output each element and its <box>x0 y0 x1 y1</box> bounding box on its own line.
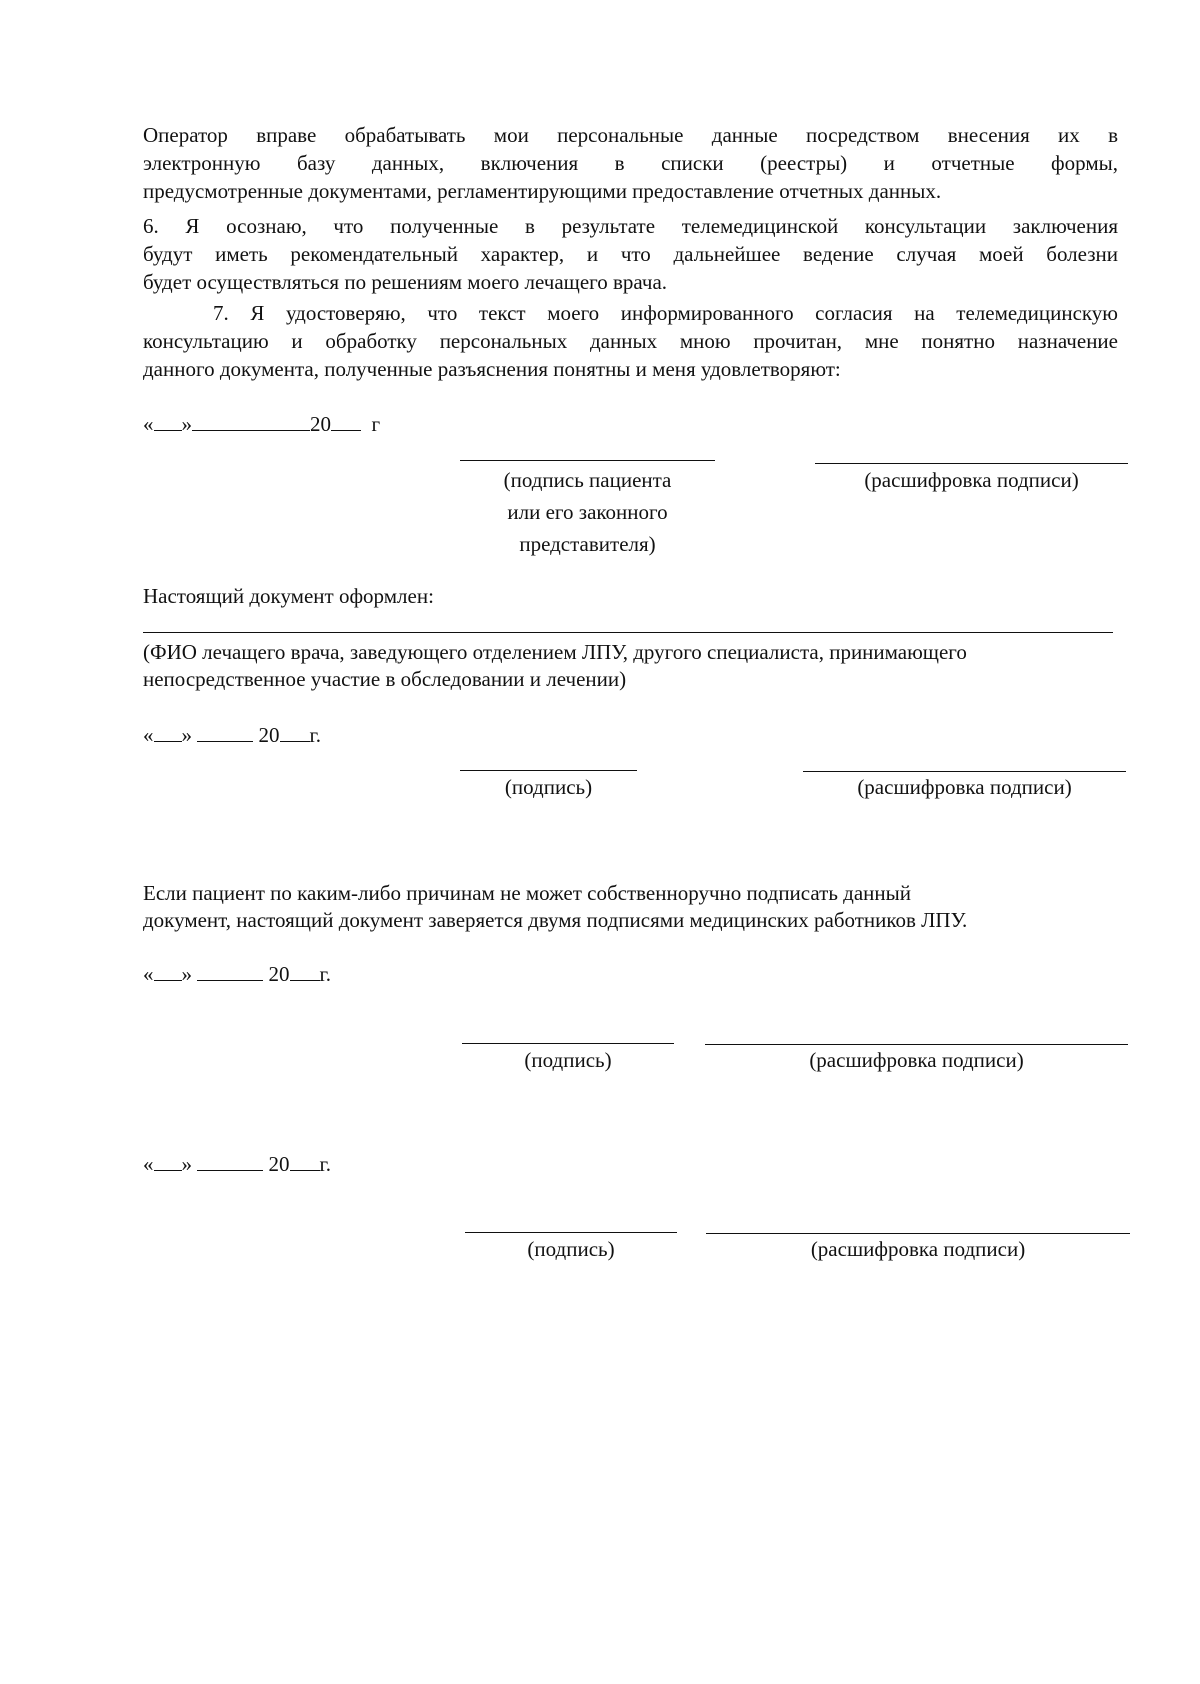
date-field-worker-2[interactable] <box>143 1150 331 1178</box>
paragraph-line: 6. Я осознаю, что полученные в результате телемедицинской консультации заключения <box>143 214 1118 238</box>
open-quote: « <box>143 962 154 986</box>
year-prefix: 20 <box>268 962 290 986</box>
year-prefix: 20 <box>268 1152 290 1176</box>
doctor-name-line[interactable] <box>143 632 1113 633</box>
clause-7-paragraph <box>143 299 1118 383</box>
worker-1-signature-caption: (подпись) <box>524 1048 612 1072</box>
doctor-signature-caption: (подпись) <box>504 775 593 799</box>
year-suffix: г <box>371 412 381 436</box>
caption-line: представителя) <box>519 532 656 556</box>
worker-1-decode-caption: (расшифровка подписи) <box>809 1048 1024 1072</box>
paragraph-line: предусмотренные документами, регламентирующими предоставление отчетных данных. <box>143 179 942 203</box>
note-line-2: документ, настоящий документ заверяется двумя подписями медицинских работников ЛПУ. <box>143 908 968 932</box>
close-quote: » <box>181 962 192 986</box>
worker-2-signature-caption: (подпись) <box>527 1237 615 1261</box>
date-field-doctor[interactable] <box>143 721 321 749</box>
year-blank[interactable] <box>280 721 310 742</box>
patient-signature-line[interactable] <box>460 460 715 461</box>
year-blank[interactable] <box>290 960 320 981</box>
year-blank[interactable] <box>331 410 361 431</box>
date-field-patient[interactable] <box>143 410 380 438</box>
year-prefix: 20 <box>310 412 331 436</box>
paragraph-line: данного документа, полученные разъяснения понятны и меня удовлетворяют: <box>143 357 841 381</box>
month-blank[interactable] <box>197 960 263 981</box>
paragraph-line: будут иметь рекомендательный характер, и что дальнейшее ведение случая моей болезни <box>143 242 1118 266</box>
prepared-label: Настоящий документ оформлен: <box>143 584 434 608</box>
worker-2-decode-caption: (расшифровка подписи) <box>810 1237 1026 1261</box>
day-blank[interactable] <box>154 721 182 742</box>
caption-line: (подпись пациента <box>503 468 672 492</box>
year-suffix: г. <box>309 723 321 747</box>
month-blank[interactable] <box>192 410 310 431</box>
open-quote: « <box>143 412 154 436</box>
doctor-name-caption-l2: непосредственное участие в обследовании и лечении) <box>143 667 627 691</box>
year-prefix: 20 <box>258 723 280 747</box>
operator-paragraph <box>143 121 1118 205</box>
paragraph-line: 7. Я удостоверяю, что текст моего информированного согласия на телемедицинскую <box>213 301 1118 325</box>
paragraph-line: электронную базу данных, включения в списки (реестры) и отчетные формы, <box>143 151 1118 175</box>
doctor-decode-caption: (расшифровка подписи) <box>857 775 1072 799</box>
caption-line: или его законного <box>507 500 668 524</box>
close-quote: » <box>181 1152 192 1176</box>
note-line-1: Если пациент по каким-либо причинам не может собственноручно подписать данный <box>143 881 911 905</box>
year-blank[interactable] <box>290 1150 320 1171</box>
year-suffix: г. <box>319 1152 331 1176</box>
date-field-worker-1[interactable] <box>143 960 331 988</box>
paragraph-line: консультацию и обработку персональных данных мною прочитан, мне понятно назначение <box>143 329 1118 353</box>
patient-signature-caption <box>460 464 715 560</box>
close-quote: » <box>181 412 192 436</box>
day-blank[interactable] <box>154 960 182 981</box>
month-blank[interactable] <box>197 721 253 742</box>
clause-6-paragraph <box>143 212 1118 296</box>
paragraph-line: будет осуществляться по решениям моего лечащего врача. <box>143 270 668 294</box>
close-quote: » <box>181 723 192 747</box>
patient-decode-caption: (расшифровка подписи) <box>864 468 1079 492</box>
doctor-name-caption-l1: (ФИО лечащего врача, заведующего отделением ЛПУ, другого специалиста, принимающего <box>143 640 967 664</box>
month-blank[interactable] <box>197 1150 263 1171</box>
day-blank[interactable] <box>154 410 182 431</box>
open-quote: « <box>143 723 154 747</box>
paragraph-line: Оператор вправе обрабатывать мои персональные данные посредством внесения их в <box>143 123 1118 147</box>
year-suffix: г. <box>319 962 331 986</box>
open-quote: « <box>143 1152 154 1176</box>
day-blank[interactable] <box>154 1150 182 1171</box>
